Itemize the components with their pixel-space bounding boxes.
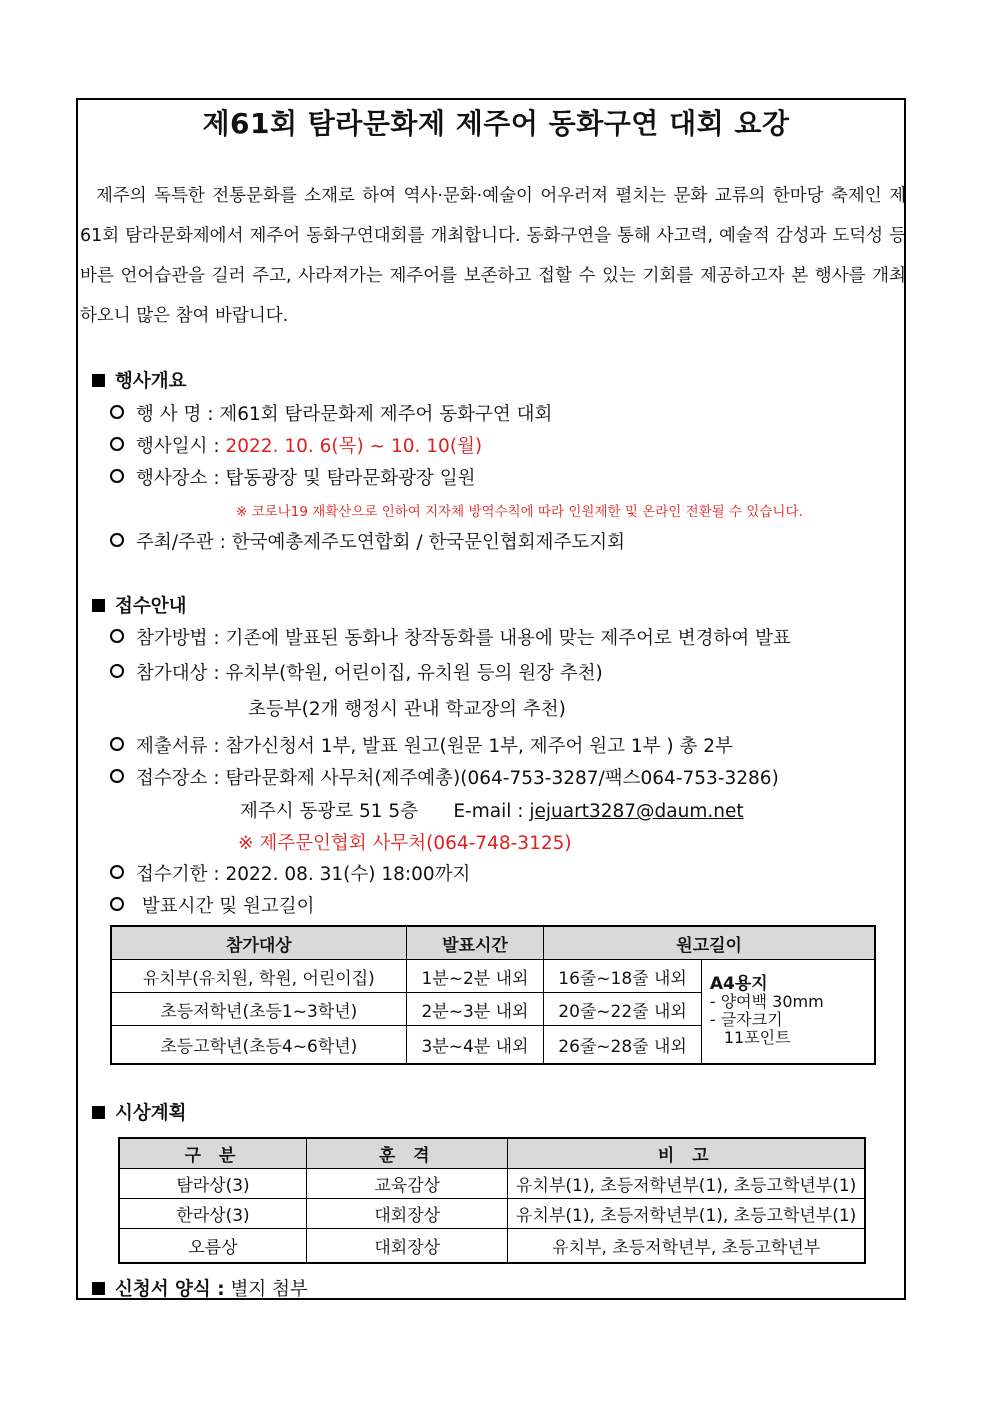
table-header-row — [119, 1138, 865, 1169]
intro-paragraph: 제주의 독특한 전통문화를 소재로 하여 역사·문화·예술이 어우러져 펼치는 문화 교류의 한마당 축제인 제61회 탐라문화제에서 제주어 동화구연대회를 개최합니다. 동화구연을 통해 사고력, 예술적 감성과 도덕성 등 바른 언어습관을 길러 주고, 사라져가는 제주어를 보존하고 접할 수 있는 기회를 제공하고자 본 행사를 개최하오니 많은 참여 바랍니다. — [80, 186, 906, 326]
paper-spec-title: A4용지 — [709, 974, 768, 995]
table-cell: 탐라상(3) — [119, 1169, 307, 1199]
reception-office: 접수장소 : 탐라문화제 사무처(제주예총)(064-753-3287/팩스064-753-3286) — [110, 764, 779, 790]
table-row — [119, 1229, 865, 1263]
reception-method: 참가방법 : 기존에 발표된 동화나 창작동화를 내용에 맞는 제주어로 변경하여 발표 — [110, 624, 791, 650]
overview-name: 행 사 명 : 제61회 탐라문화제 제주어 동화구연 대회 — [110, 400, 552, 426]
table-header: 발표시간 — [406, 926, 544, 960]
table-cell: 대회장상 — [307, 1199, 508, 1229]
table-cell: 16줄~18줄 내외 — [544, 960, 702, 993]
paper-spec-line: - 양여백 30mm — [709, 992, 824, 1012]
application-form-line: 신청서 양식 : 별지 첨부 — [92, 1275, 308, 1301]
reception-target: 참가대상 : 유치부(학원, 어린이집, 유치원 등의 원장 추천) — [110, 659, 603, 685]
circle-bullet-icon — [110, 533, 124, 547]
section-awards-heading: 시상계획 — [92, 1099, 186, 1125]
table-header-row — [111, 926, 875, 960]
circle-bullet-icon — [110, 469, 124, 483]
reception-target-elementary: 초등부(2개 행정시 관내 학교장의 추천) — [248, 699, 566, 720]
circle-bullet-icon — [110, 897, 124, 911]
circle-bullet-icon — [110, 769, 124, 783]
square-bullet-icon — [92, 1282, 105, 1295]
table-cell: 26줄~28줄 내외 — [544, 1026, 702, 1064]
email-link[interactable]: jejuart3287@daum.net — [529, 801, 744, 822]
overview-date: 행사일시 : 2022. 10. 6(목) ~ 10. 10(월) — [110, 432, 482, 458]
awards-table — [118, 1137, 866, 1264]
square-bullet-icon — [92, 374, 105, 387]
table-header: 구 분 — [119, 1138, 307, 1169]
circle-bullet-icon — [110, 737, 124, 751]
table-row — [119, 1199, 865, 1229]
square-bullet-icon — [92, 1106, 105, 1119]
table-cell: 1분~2분 내외 — [406, 960, 544, 993]
circle-bullet-icon — [110, 629, 124, 643]
table-row — [119, 1169, 865, 1199]
circle-bullet-icon — [110, 664, 124, 678]
reception-office-writers: ※ 제주문인협회 사무처(064-748-3125) — [238, 833, 572, 854]
reception-office-address: 제주시 동광로 51 5층 E-mail : jejuart3287@daum.net — [240, 801, 744, 822]
table-header: 훈 격 — [307, 1138, 508, 1169]
reception-docs: 제출서류 : 참가신청서 1부, 발표 원고(원문 1부, 제주어 원고 1부 ) 총 2부 — [110, 732, 733, 758]
table-cell: 유치부(유치원, 학원, 어린이집) — [111, 960, 406, 993]
table-cell: 초등고학년(초등4~6학년) — [111, 1026, 406, 1064]
table-cell: 초등저학년(초등1~3학년) — [111, 993, 406, 1026]
table-cell: 한라상(3) — [119, 1199, 307, 1229]
table-cell: 교육감상 — [307, 1169, 508, 1199]
table-cell: 오름상 — [119, 1229, 307, 1263]
section-overview-heading: 행사개요 — [92, 367, 186, 393]
table-cell: 20줄~22줄 내외 — [544, 993, 702, 1026]
table-row — [111, 960, 875, 993]
page-title: 제61회 탐라문화제 제주어 동화구연 대회 요강 — [202, 107, 790, 140]
table-header: 참가대상 — [111, 926, 406, 960]
table-cell: 2분~3분 내외 — [406, 993, 544, 1026]
reception-deadline: 접수기한 : 2022. 08. 31(수) 18:00까지 — [110, 860, 470, 886]
circle-bullet-icon — [110, 437, 124, 451]
square-bullet-icon — [92, 599, 105, 612]
circle-bullet-icon — [110, 405, 124, 419]
reception-length-label: 발표시간 및 원고길이 — [110, 892, 315, 918]
table-cell: 유치부(1), 초등저학년부(1), 초등고학년부(1) — [508, 1169, 865, 1199]
table-header: 비 고 — [508, 1138, 865, 1169]
paper-spec-line: 11포인트 — [723, 1028, 791, 1048]
section-reception-heading: 접수안내 — [92, 592, 186, 618]
paper-spec-cell — [701, 960, 875, 1064]
covid-notice: ※ 코로나19 재확산으로 인하여 지자체 방역수칙에 따라 인원제한 및 온라인 전환될 수 있습니다. — [236, 504, 803, 520]
paper-spec-line: - 글자크기 — [709, 1010, 783, 1030]
circle-bullet-icon — [110, 865, 124, 879]
overview-place: 행사장소 : 탑동광장 및 탐라문화광장 일원 — [110, 464, 475, 490]
table-header: 원고길이 — [544, 926, 875, 960]
table-cell: 유치부, 초등저학년부, 초등고학년부 — [508, 1229, 865, 1263]
table-cell: 유치부(1), 초등저학년부(1), 초등고학년부(1) — [508, 1199, 865, 1229]
table-cell: 대회장상 — [307, 1229, 508, 1263]
overview-host: 주최/주관 : 한국예총제주도연합회 / 한국문인협회제주도지회 — [110, 528, 625, 554]
time-length-table — [110, 925, 876, 1065]
table-cell: 3분~4분 내외 — [406, 1026, 544, 1064]
